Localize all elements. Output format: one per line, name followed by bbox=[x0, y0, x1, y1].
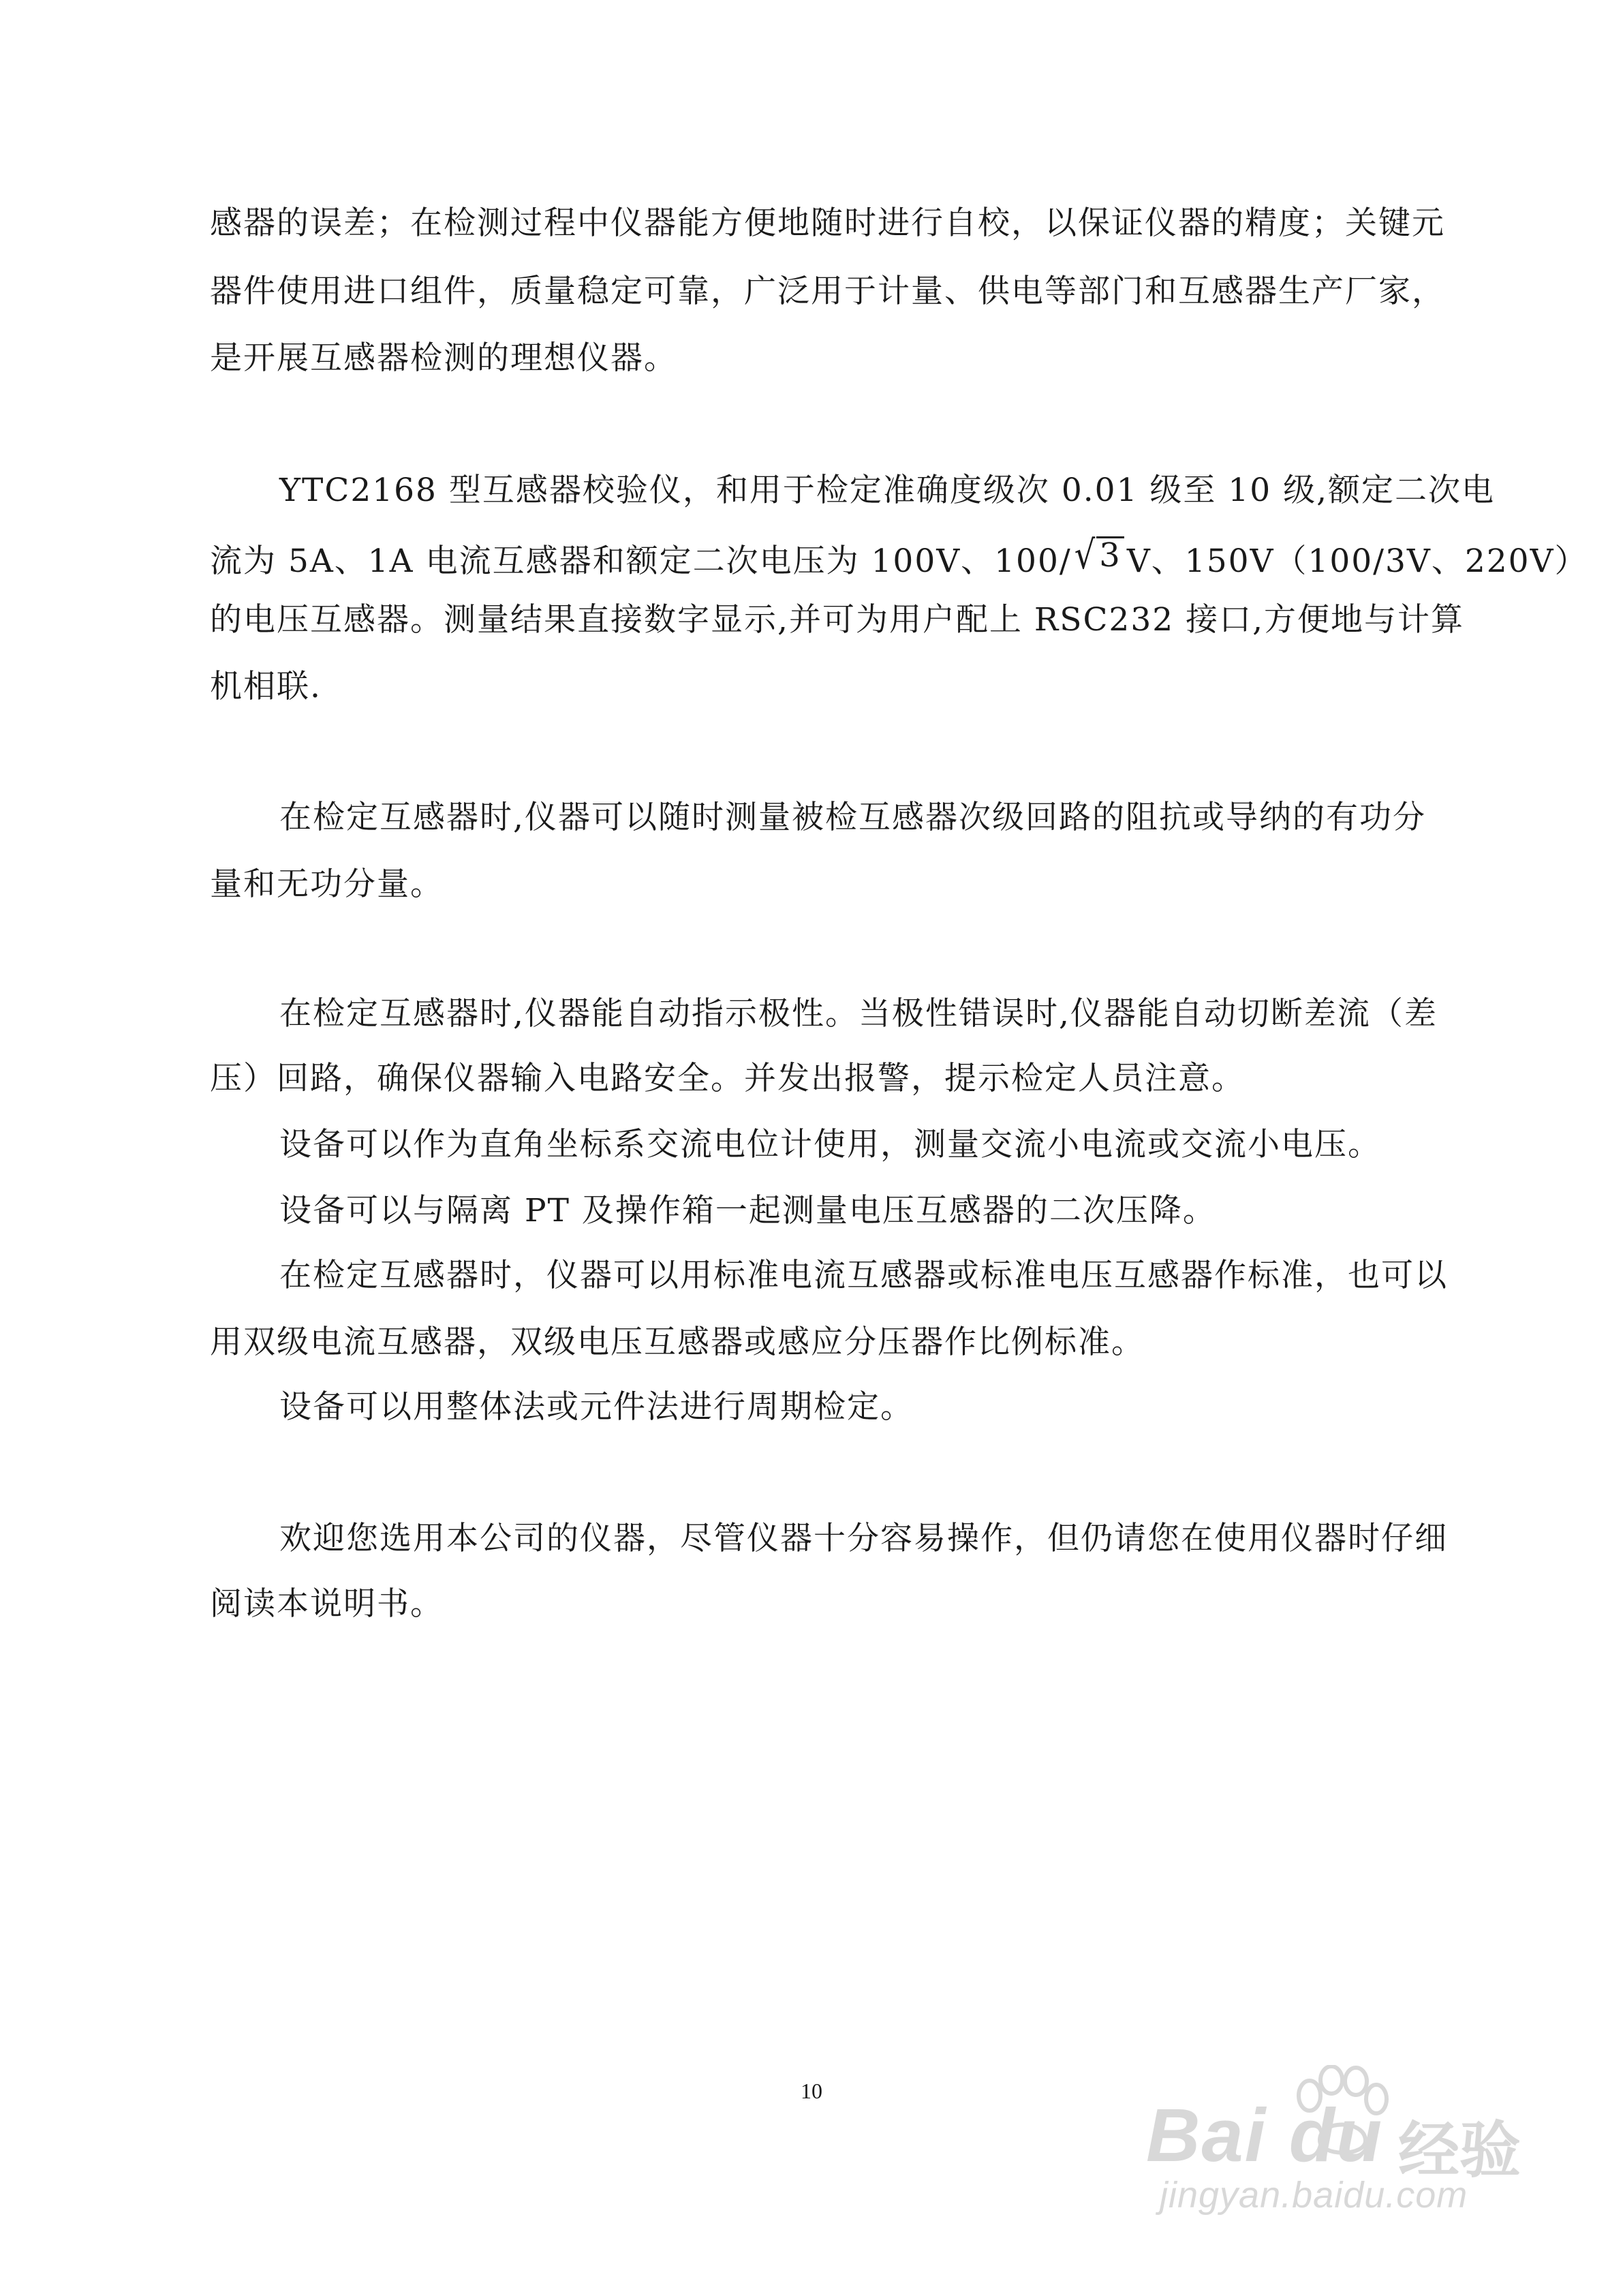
paragraph-9-line-1: 欢迎您选用本公司的仪器，尽管仪器十分容易操作，但仍请您在使用仪器时仔细 bbox=[279, 1520, 1448, 1557]
page-number: 10 bbox=[801, 2079, 822, 2103]
paragraph-9-line-2: 阅读本说明书。 bbox=[210, 1585, 444, 1623]
watermark-brand: Bai du bbox=[1146, 2094, 1384, 2177]
paragraph-6: 设备可以与隔离 PT 及操作箱一起测量电压互感器的二次压降。 bbox=[279, 1192, 1216, 1229]
paragraph-7-line-2: 用双级电流互感器，双级电压互感器或感应分压器作比例标准。 bbox=[210, 1323, 1145, 1361]
paragraph-2-line-2-before: 流为 5A、1A 电流互感器和额定二次电压为 100V、100/ bbox=[210, 542, 1072, 580]
paragraph-8: 设备可以用整体法或元件法进行周期检定。 bbox=[279, 1388, 914, 1426]
baidu-jingyan-watermark bbox=[1146, 2065, 1528, 2215]
paragraph-1-line-1: 感器的误差；在检测过程中仪器能方便地随时进行自校，以保证仪器的精度；关键元 bbox=[210, 204, 1445, 242]
paragraph-3-line-2: 量和无功分量。 bbox=[210, 866, 444, 903]
paragraph-5: 设备可以作为直角坐标系交流电位计使用，测量交流小电流或交流小电压。 bbox=[279, 1126, 1381, 1163]
square-root-symbol bbox=[1074, 532, 1124, 579]
paragraph-1-line-2: 器件使用进口组件，质量稳定可靠，广泛用于计量、供电等部门和互感器生产厂家， bbox=[210, 273, 1445, 310]
paragraph-7-line-1: 在检定互感器时，仪器可以用标准电流互感器或标准电压互感器作标准，也可以 bbox=[279, 1257, 1448, 1294]
watermark-url: jingyan.baidu.com bbox=[1160, 2175, 1468, 2216]
paragraph-4-line-1: 在检定互感器时,仪器能自动指示极性。当极性错误时,仪器能自动切断差流（差 bbox=[279, 995, 1438, 1032]
paragraph-2-line-2 bbox=[210, 532, 1588, 582]
paragraph-2-line-2-after: V、150V（100/3V、220V） bbox=[1126, 542, 1588, 580]
paragraph-2-line-3: 的电压互感器。测量结果直接数字显示,并可为用户配上 RSC232 接口,方便地与计算 bbox=[210, 601, 1465, 639]
paragraph-3-line-1: 在检定互感器时,仪器可以随时测量被检互感器次级回路的阻抗或导纳的有功分 bbox=[279, 799, 1426, 836]
paragraph-2-line-4: 机相联. bbox=[210, 668, 322, 705]
radical-sign-icon: √ bbox=[1074, 532, 1097, 579]
watermark-jingyan: 经验 bbox=[1398, 2115, 1521, 2186]
square-root-radicand: 3 bbox=[1096, 536, 1124, 572]
paragraph-2-line-1: YTC2168 型互感器校验仪，和用于检定准确度级次 0.01 级至 10 级,额定二次电 bbox=[279, 472, 1496, 509]
paragraph-4-line-2: 压）回路，确保仪器输入电路安全。并发出报警，提示检定人员注意。 bbox=[210, 1060, 1245, 1097]
paragraph-1-line-3: 是开展互感器检测的理想仪器。 bbox=[210, 339, 677, 377]
